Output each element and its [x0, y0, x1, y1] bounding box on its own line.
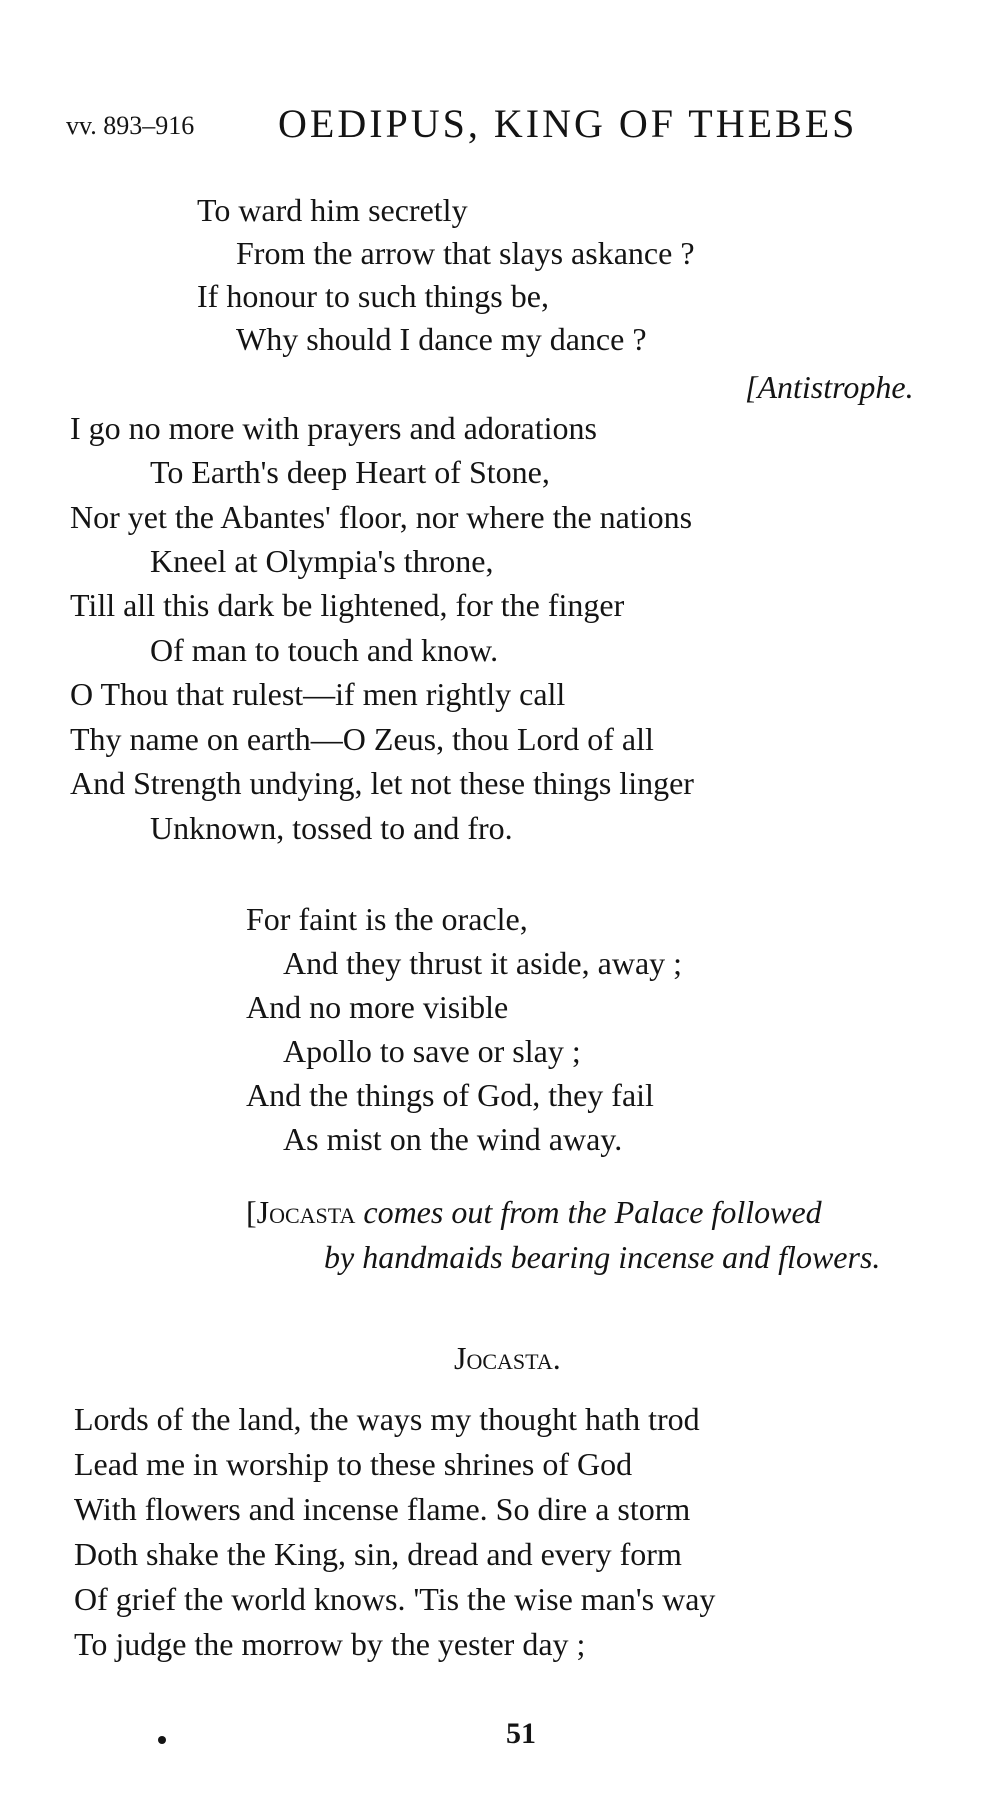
verse-line: Of grief the world knows. 'Tis the wise man's way [74, 1581, 716, 1617]
stage-bracket: [ [246, 1194, 257, 1230]
verse-line: Thy name on earth—O Zeus, thou Lord of all [70, 721, 654, 757]
verse-line: To judge the morrow by the yester day ; [74, 1626, 586, 1662]
verse-line: Till all this dark be lightened, for the finger [70, 587, 625, 623]
verse-line: As mist on the wind away. [283, 1121, 623, 1157]
verse-line: To ward him secretly [197, 192, 468, 228]
antistrophe-marker: [Antistrophe. [745, 369, 914, 405]
verse-line: Of man to touch and know. [150, 632, 499, 668]
stage-character-name: Jocasta [256, 1194, 356, 1230]
verse-line: And the things of God, they fail [246, 1077, 654, 1113]
stage-direction-line-1 [246, 1192, 822, 1232]
verse-line: I go no more with prayers and adorations [70, 410, 597, 446]
verse-line: Lead me in worship to these shrines of God [74, 1446, 633, 1482]
stage-direction-line-2: by handmaids bearing incense and flowers. [324, 1239, 881, 1275]
verse-line: O Thou that rulest—if men rightly call [70, 676, 566, 712]
verse-line: From the arrow that slays askance ? [236, 235, 695, 271]
verse-line: And no more visible [246, 989, 509, 1025]
page-number: 51 [506, 1717, 536, 1750]
verse-line: Doth shake the King, sin, dread and every form [74, 1536, 682, 1572]
verse-line: If honour to such things be, [197, 278, 549, 314]
verse-line: With flowers and incense flame. So dire a storm [74, 1491, 691, 1527]
line-reference: vv. 893–916 [66, 111, 195, 140]
verse-line: For faint is the oracle, [246, 901, 528, 937]
stage-text: comes out from the Palace followed [363, 1194, 822, 1230]
verse-line: And they thrust it aside, away ; [283, 945, 683, 981]
verse-line: Unknown, tossed to and fro. [150, 810, 513, 846]
running-title: OEDIPUS, KING OF THEBES [278, 101, 858, 146]
speaker-name: Jocasta. [454, 1340, 561, 1376]
verse-line: Lords of the land, the ways my thought hath trod [74, 1401, 700, 1437]
verse-line: Apollo to save or slay ; [283, 1033, 581, 1069]
footer-bullet [158, 1736, 166, 1744]
verse-line: Nor yet the Abantes' floor, nor where the nations [70, 499, 693, 535]
verse-line: Why should I dance my dance ? [236, 321, 647, 357]
verse-line: To Earth's deep Heart of Stone, [150, 454, 550, 490]
verse-line: And Strength undying, let not these things linger [70, 765, 694, 801]
verse-line: Kneel at Olympia's throne, [150, 543, 494, 579]
